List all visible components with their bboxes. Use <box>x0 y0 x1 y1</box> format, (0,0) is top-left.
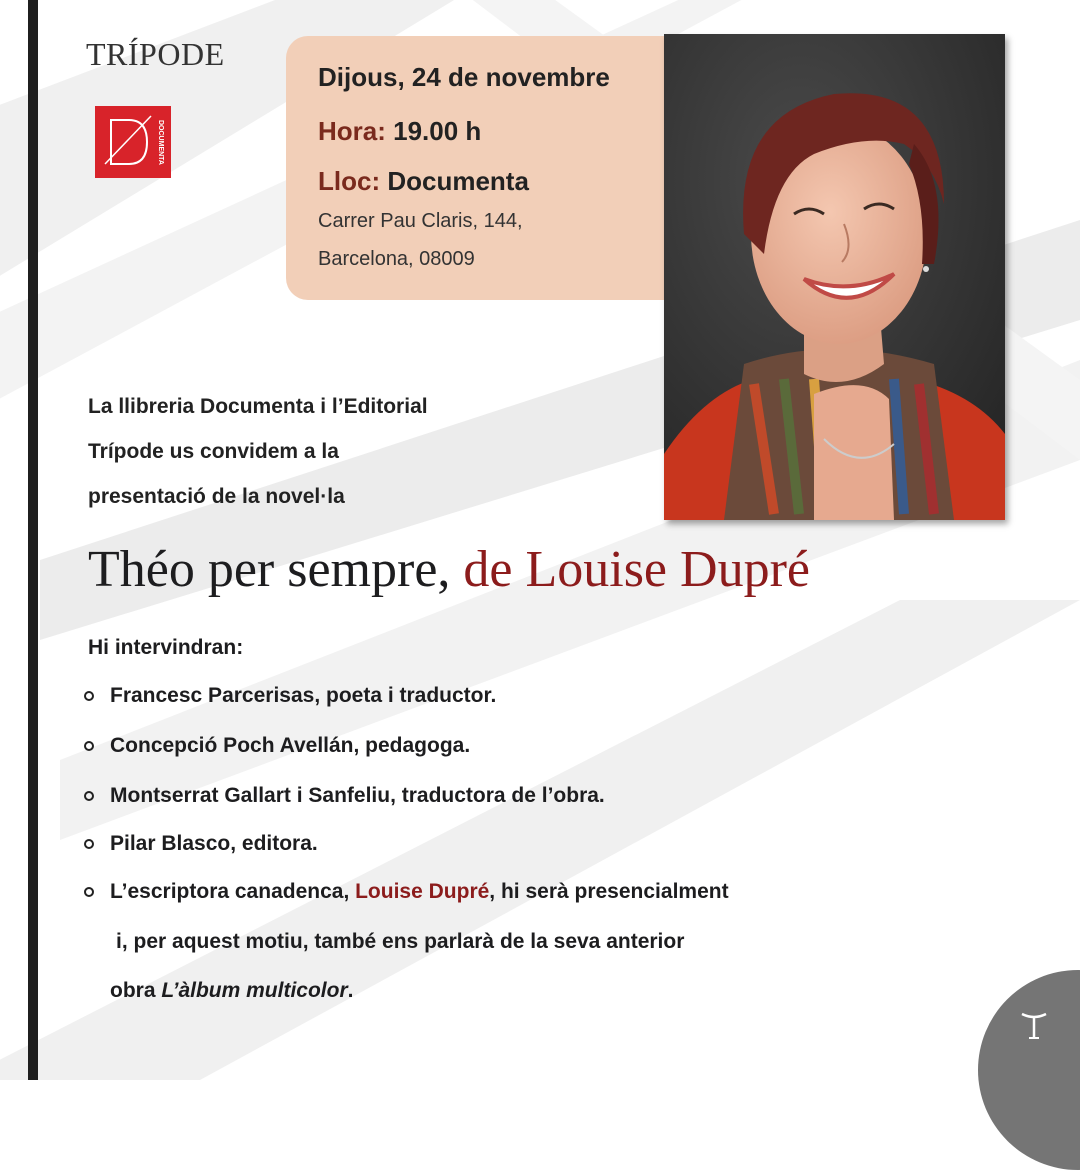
bullet <box>84 691 94 701</box>
bullet <box>84 887 94 897</box>
speaker-item: Francesc Parcerisas, poeta i traductor. <box>110 684 497 707</box>
author-prefix: L’escriptora canadenca, <box>110 880 356 903</box>
place-value: Documenta <box>387 166 529 196</box>
book-title-text: Théo per sempre, <box>88 541 451 598</box>
event-time <box>318 116 481 147</box>
event-info-box <box>286 36 676 300</box>
author-photo <box>664 34 1005 520</box>
speaker-item-author-line-2: i, per aquest motiu, també ens parlarà de la seva anterior <box>116 930 685 953</box>
invitation-text <box>88 384 648 519</box>
address-line-1: Carrer Pau Claris, 144, <box>318 210 523 232</box>
documenta-logo-text: DOCUMENTA <box>157 120 164 165</box>
documenta-logo <box>95 106 171 178</box>
tripode-mark-icon <box>1020 1010 1048 1040</box>
speaker-item-author-line-3 <box>110 979 353 1003</box>
speakers-label: Hi intervindran: <box>88 636 244 659</box>
bullet <box>84 839 94 849</box>
event-place <box>318 166 529 197</box>
intro-line-2: Trípode us convidem a la <box>88 440 339 463</box>
author-name: Louise Dupré <box>355 880 490 903</box>
intro-line-1: La llibreria Documenta i l’Editorial <box>88 395 428 418</box>
speaker-item-author <box>110 880 729 904</box>
address-line-2: Barcelona, 08009 <box>318 248 475 270</box>
bullet <box>84 741 94 751</box>
intro-line-3: presentació de la novel·la <box>88 485 345 508</box>
event-date: Dijous, 24 de novembre <box>318 62 610 92</box>
previous-book-title: L’àlbum multicolor <box>161 979 348 1002</box>
place-label: Lloc: <box>318 166 381 196</box>
book-author: de Louise Dupré <box>463 541 810 598</box>
speaker-item: Montserrat Gallart i Sanfeliu, traductora de l’obra. <box>110 784 605 807</box>
time-label: Hora: <box>318 116 386 146</box>
book-title <box>88 540 810 599</box>
line3-suffix: . <box>347 979 354 1002</box>
time-value: 19.00 h <box>393 116 482 146</box>
tripode-logo: TRÍPODE <box>86 36 225 72</box>
speaker-item: Concepció Poch Avellán, pedagoga. <box>110 734 471 757</box>
line3-prefix: obra <box>110 979 162 1002</box>
left-border-bar <box>28 0 38 1080</box>
bullet <box>84 791 94 801</box>
author-suffix: , hi serà presencialment <box>489 880 729 903</box>
speaker-item: Pilar Blasco, editora. <box>110 832 318 855</box>
